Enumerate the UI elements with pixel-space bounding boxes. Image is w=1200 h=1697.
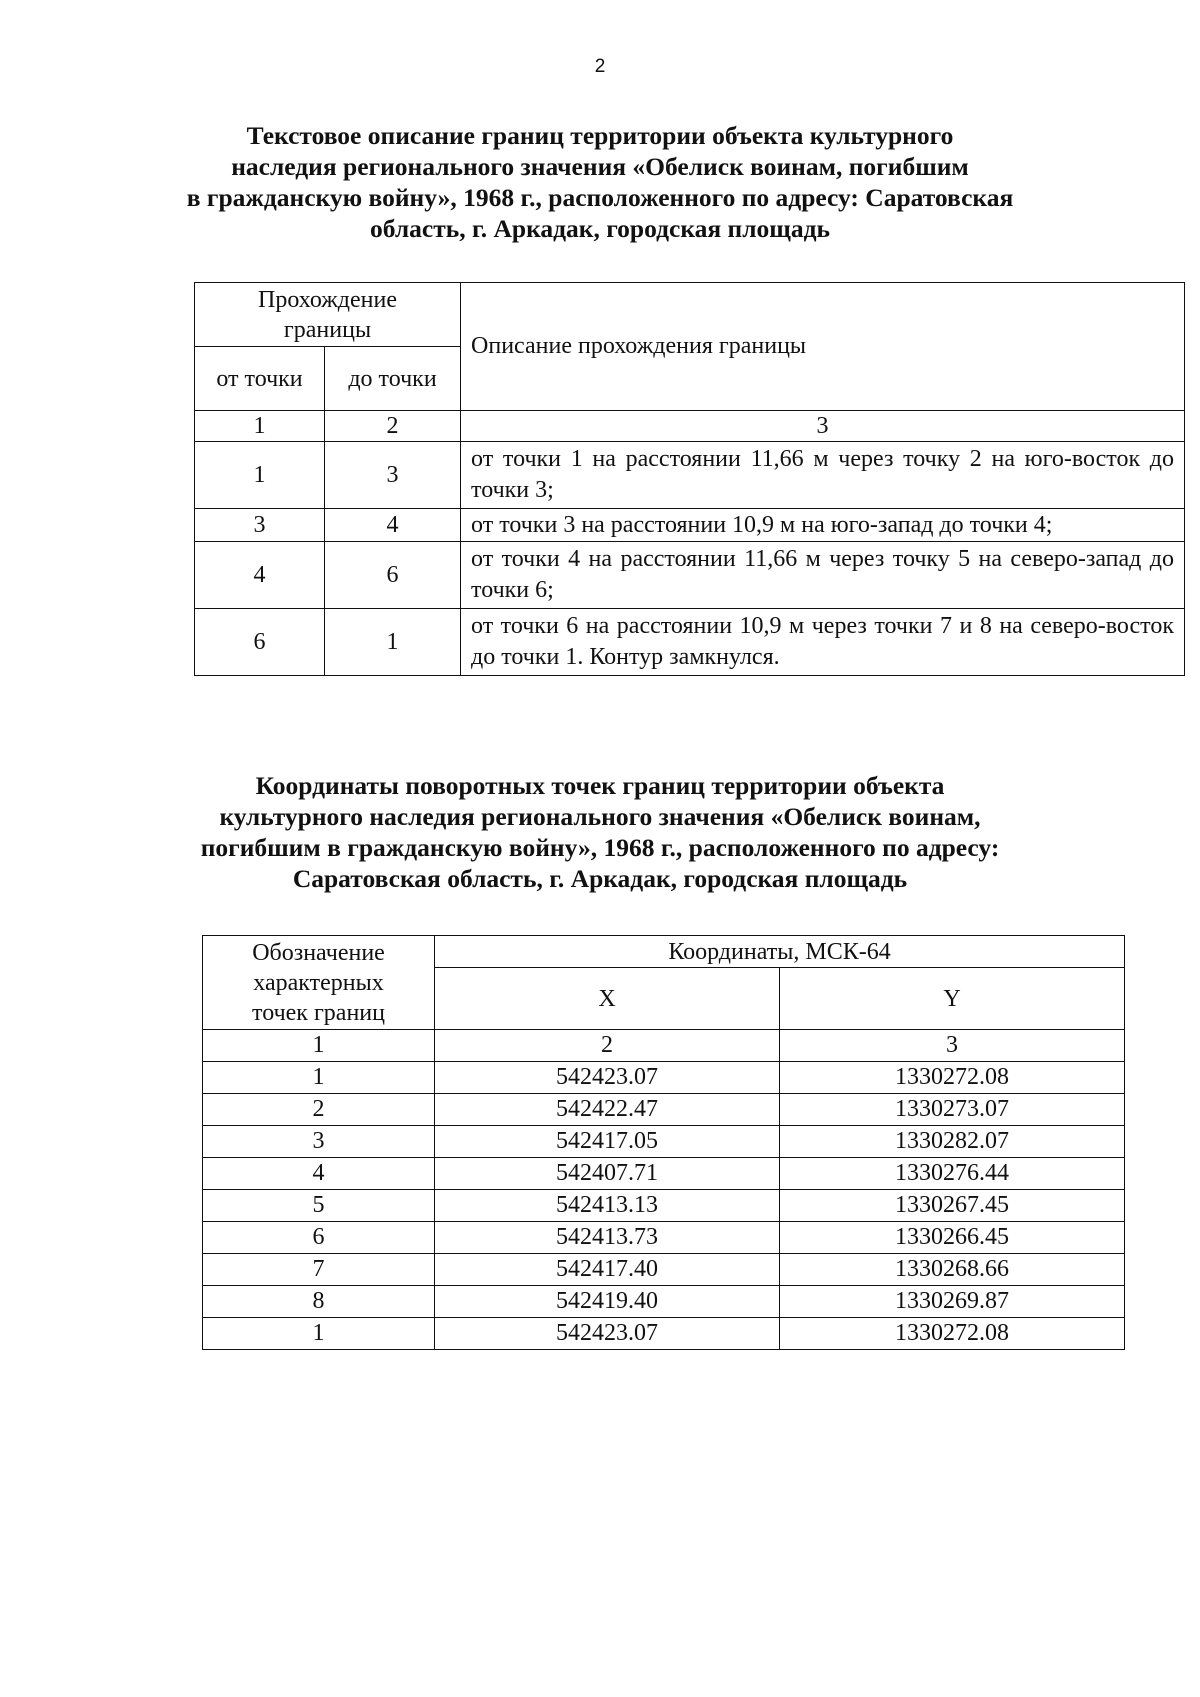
- y-cell: 1330267.45: [780, 1190, 1125, 1222]
- x-cell: 542407.71: [435, 1158, 780, 1190]
- table-row: [203, 1126, 1125, 1158]
- x-cell: 542423.07: [435, 1062, 780, 1094]
- table-row: [203, 1094, 1125, 1126]
- x-cell: 542413.13: [435, 1190, 780, 1222]
- table-row: [203, 1062, 1125, 1094]
- index-cell: 1: [203, 1030, 435, 1062]
- description-cell: от точки 4 на расстоянии 11,66 м через точку 5 на северо-запад до точки 6;: [461, 542, 1185, 609]
- point-cell: 3: [203, 1126, 435, 1158]
- title-line: Координаты поворотных точек границ территории объекта: [255, 771, 945, 800]
- title-line: погибшим в гражданскую войну», 1968 г., расположенного по адресу:: [200, 833, 1000, 862]
- y-cell: 1330266.45: [780, 1222, 1125, 1254]
- to-point-cell: 6: [325, 542, 461, 609]
- title-line: культурного наследия регионального значения «Обелиск воинам,: [219, 802, 981, 831]
- to-point-cell: 1: [325, 609, 461, 676]
- title-line: наследия регионального значения «Обелиск воинам, погибшим: [231, 152, 969, 181]
- table-row: [195, 542, 1185, 609]
- x-cell: 542417.40: [435, 1254, 780, 1286]
- point-cell: 6: [203, 1222, 435, 1254]
- y-cell: 1330282.07: [780, 1126, 1125, 1158]
- page-number: 2: [594, 56, 606, 77]
- to-point-cell: 4: [325, 509, 461, 542]
- table-row: [203, 1158, 1125, 1190]
- table-row: [203, 1254, 1125, 1286]
- y-cell: 1330272.08: [780, 1062, 1125, 1094]
- title-line: Текстовое описание границ территории объекта культурного: [246, 121, 954, 150]
- from-point-cell: 1: [195, 442, 325, 509]
- header-description: Описание прохождения границы: [461, 283, 1185, 411]
- x-cell: 542422.47: [435, 1094, 780, 1126]
- boundary-description-table: [194, 282, 1185, 676]
- table-row: [195, 509, 1185, 542]
- table-row: [195, 609, 1185, 676]
- x-cell: 542423.07: [435, 1318, 780, 1350]
- point-cell: 7: [203, 1254, 435, 1286]
- table-row: [203, 1190, 1125, 1222]
- x-cell: 542417.05: [435, 1126, 780, 1158]
- index-cell: 3: [780, 1030, 1125, 1062]
- to-point-cell: 3: [325, 442, 461, 509]
- from-point-cell: 3: [195, 509, 325, 542]
- y-cell: 1330276.44: [780, 1158, 1125, 1190]
- y-cell: 1330273.07: [780, 1094, 1125, 1126]
- table-row: [203, 1222, 1125, 1254]
- point-cell: 2: [203, 1094, 435, 1126]
- table-row: [203, 1286, 1125, 1318]
- description-cell: от точки 1 на расстоянии 11,66 м через точку 2 на юго-восток до точки 3;: [461, 442, 1185, 509]
- header-coordinates: Координаты, МСК-64: [435, 936, 1125, 968]
- description-cell: от точки 6 на расстоянии 10,9 м через точки 7 и 8 на северо-восток до точки 1. Контур замкнулся.: [461, 609, 1185, 676]
- title-line: Саратовская область, г. Аркадак, городская площадь: [292, 864, 908, 893]
- coordinates-title: [0, 770, 1200, 894]
- point-cell: 1: [203, 1318, 435, 1350]
- description-cell: от точки 3 на расстоянии 10,9 м на юго-запад до точки 4;: [461, 509, 1185, 542]
- point-cell: 5: [203, 1190, 435, 1222]
- point-cell: 8: [203, 1286, 435, 1318]
- coordinates-table: [202, 935, 1125, 1350]
- header-designation: Обозначение характерных точек границ: [203, 936, 435, 1030]
- header-x: X: [435, 968, 780, 1030]
- y-cell: 1330272.08: [780, 1318, 1125, 1350]
- point-cell: 4: [203, 1158, 435, 1190]
- header-to-point: до точки: [325, 347, 461, 411]
- index-cell: 2: [325, 411, 461, 442]
- from-point-cell: 6: [195, 609, 325, 676]
- x-cell: 542419.40: [435, 1286, 780, 1318]
- header-from-point: от точки: [195, 347, 325, 411]
- point-cell: 1: [203, 1062, 435, 1094]
- index-cell: 3: [461, 411, 1185, 442]
- table-row: [195, 442, 1185, 509]
- y-cell: 1330269.87: [780, 1286, 1125, 1318]
- index-cell: 2: [435, 1030, 780, 1062]
- y-cell: 1330268.66: [780, 1254, 1125, 1286]
- title-line: в гражданскую войну», 1968 г., расположенного по адресу: Саратовская: [186, 183, 1014, 212]
- header-passage: Прохождение границы: [195, 283, 461, 347]
- header-y: Y: [780, 968, 1125, 1030]
- x-cell: 542413.73: [435, 1222, 780, 1254]
- from-point-cell: 4: [195, 542, 325, 609]
- title-line: область, г. Аркадак, городская площадь: [370, 214, 830, 243]
- index-cell: 1: [195, 411, 325, 442]
- table-row: [203, 1318, 1125, 1350]
- boundary-description-title: [0, 120, 1200, 244]
